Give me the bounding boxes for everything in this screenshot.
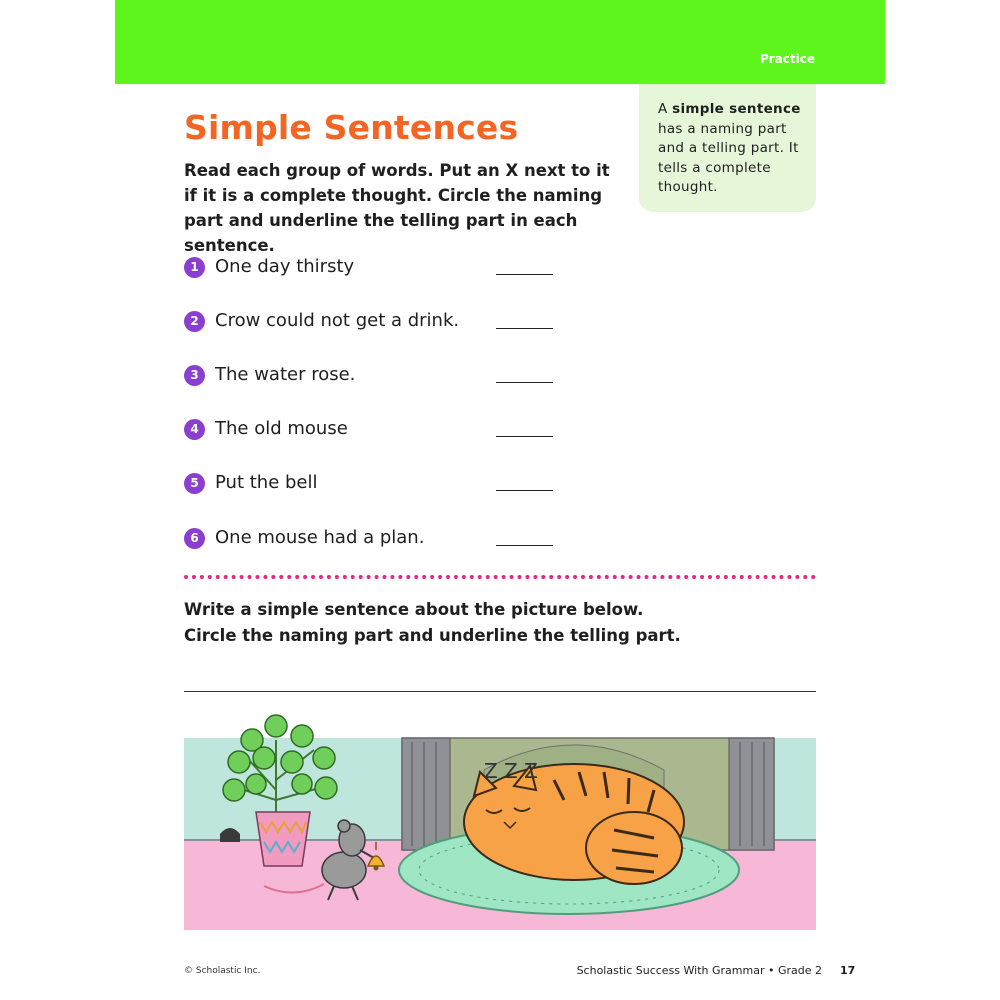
answer-blank[interactable] <box>496 545 553 546</box>
exercise-item-5 <box>184 470 564 498</box>
sleep-zzz: Z Z Z <box>484 759 538 783</box>
cat-and-mouse-illustration <box>184 700 816 938</box>
tip-bold-term: simple sentence <box>672 101 801 117</box>
write-instructions-line-1: Write a simple sentence about the picture below. <box>184 600 644 619</box>
item-number-badge: 3 <box>184 365 205 386</box>
item-text: Put the bell <box>215 472 318 493</box>
footer-copyright: © Scholastic Inc. <box>184 966 261 976</box>
dotted-divider <box>184 575 816 579</box>
item-text: One day thirsty <box>215 256 355 277</box>
item-text: One mouse had a plan. <box>215 527 425 548</box>
answer-blank[interactable] <box>496 328 553 329</box>
answer-blank[interactable] <box>496 382 553 383</box>
answer-blank[interactable] <box>496 490 553 491</box>
tip-box <box>639 84 816 212</box>
top-banner <box>115 0 885 84</box>
item-text: Crow could not get a drink. <box>215 310 460 331</box>
item-number-badge: 4 <box>184 419 205 440</box>
item-text: The water rose. <box>215 364 356 385</box>
banner-label: Practice <box>759 52 815 66</box>
item-number-badge: 2 <box>184 311 205 332</box>
tip-rest: has a naming part and a telling part. It tells a complete thought. <box>658 120 799 195</box>
item-number-badge: 5 <box>184 473 205 494</box>
exercise-item-3 <box>184 362 564 390</box>
item-text: The old mouse <box>215 418 348 439</box>
instructions: Read each group of words. Put an X next to it if it is a complete thought. Circle the naming part and underline the telling part in each sentence. <box>184 161 610 255</box>
exercise-item-6 <box>184 525 564 553</box>
write-instructions <box>184 597 824 649</box>
exercise-item-1 <box>184 254 564 282</box>
write-instructions-line-2: Circle the naming part and underline the telling part. <box>184 626 681 645</box>
tip-prefix: A <box>658 101 673 117</box>
page-title: Simple Sentences <box>184 108 519 147</box>
item-number-badge: 6 <box>184 528 205 549</box>
answer-blank[interactable] <box>496 436 553 437</box>
footer-series: Scholastic Success With Grammar • Grade 2 <box>576 964 822 977</box>
exercise-item-2 <box>184 308 564 336</box>
page-number: 17 <box>840 964 856 977</box>
sentence-writing-line[interactable] <box>184 691 816 692</box>
answer-blank[interactable] <box>496 274 553 275</box>
item-number-badge: 1 <box>184 257 205 278</box>
exercise-item-4 <box>184 416 564 444</box>
